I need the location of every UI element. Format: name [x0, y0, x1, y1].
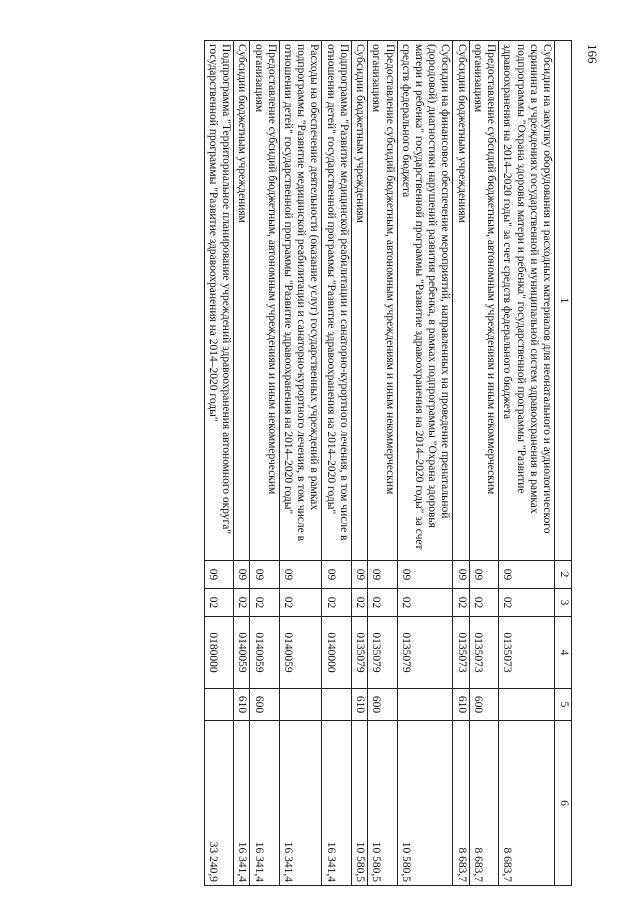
rotated-page	[72, 40, 572, 885]
table-header-row	[555, 41, 572, 886]
row-expense-type-cell	[279, 689, 322, 721]
row-name-cell: Подпрограмма "Территориальное планирование учреждений здравоохранения автономного округа" государственной программы "Развитие здравоохранения на 2014–2020 годы"	[204, 41, 233, 561]
row-subsection-cell: 02	[499, 589, 555, 617]
row-amount-cell: 10 580,5	[397, 721, 453, 886]
row-target-code-cell: 0135073	[499, 617, 555, 689]
row-name-cell: Подпрограмма "Развитие медицинской реабилитации и санаторно-курортного лечения, в том числе в отношении детей" государственной программы "Развитие здравоохранения на 2014–2020 годы"	[322, 41, 351, 561]
row-target-code-cell: 0135079	[351, 617, 367, 689]
row-section-cell: 09	[469, 561, 498, 589]
row-name-cell: Субсидии бюджетным учреждениям	[351, 41, 367, 561]
header-cell-4: 4	[555, 617, 572, 689]
row-section-cell: 09	[234, 561, 250, 589]
row-subsection-cell: 02	[279, 589, 322, 617]
header-cell-5: 5	[555, 689, 572, 721]
row-amount-cell: 33 240,9	[204, 721, 233, 886]
table-row	[351, 41, 367, 886]
row-subsection-cell: 02	[453, 589, 469, 617]
table-row	[397, 41, 453, 886]
row-name-cell: Расходы на обеспечение деятельности (оказание услуг) государственных учреждений в рамках подпрограммы "Развитие медицинской реабилитации и санаторно-курортного лечения, в том числе в отношении детей" государственной программы "Развитие здравоохранения на 2014–2020 годы"	[279, 41, 322, 561]
row-subsection-cell: 02	[368, 589, 397, 617]
row-section-cell: 09	[351, 561, 367, 589]
row-subsection-cell: 02	[250, 589, 279, 617]
row-section-cell: 09	[368, 561, 397, 589]
row-expense-type-cell	[322, 689, 351, 721]
row-target-code-cell: 0135073	[453, 617, 469, 689]
row-amount-cell: 16 341,4	[250, 721, 279, 886]
row-name-cell: Субсидии бюджетным учреждениям	[453, 41, 469, 561]
row-name-cell: Субсидии бюджетным учреждениям	[234, 41, 250, 561]
row-section-cell: 09	[499, 561, 555, 589]
page-number: 166	[585, 44, 600, 64]
row-name-cell: Субсидии на финансовое обеспечение мероприятий, направленных на проведение пренатальной (дородовой) диагностики нарушений развития ребенка, в рамках подпрограммы "Охрана здоровья матери и ребенка" государственной программы "Развитие здравоохранения на 2014–2020 годы" за счет средств федерального бюджета	[397, 41, 453, 561]
table-row	[453, 41, 469, 886]
row-expense-type-cell: 610	[453, 689, 469, 721]
budget-table	[204, 40, 572, 886]
row-subsection-cell: 02	[204, 589, 233, 617]
table-row	[469, 41, 498, 886]
table-row	[204, 41, 233, 886]
row-target-code-cell: 0135073	[469, 617, 498, 689]
row-expense-type-cell	[204, 689, 233, 721]
row-amount-cell: 8 683,7	[499, 721, 555, 886]
row-section-cell: 09	[250, 561, 279, 589]
row-name-cell: Предоставление субсидий бюджетным, автономным учреждениям и иным некоммерческим организациям	[250, 41, 279, 561]
table-row	[322, 41, 351, 886]
row-section-cell: 09	[453, 561, 469, 589]
row-amount-cell: 8 683,7	[453, 721, 469, 886]
row-target-code-cell: 0135079	[368, 617, 397, 689]
row-target-code-cell: 0140000	[322, 617, 351, 689]
row-subsection-cell: 02	[397, 589, 453, 617]
header-cell-6: 6	[555, 721, 572, 886]
row-name-cell: Предоставление субсидий бюджетным, автономным учреждениям и иным некоммерческим организациям	[368, 41, 397, 561]
row-expense-type-cell: 600	[250, 689, 279, 721]
table-row	[234, 41, 250, 886]
row-name-cell: Предоставление субсидий бюджетным, автономным учреждениям и иным некоммерческим организациям	[469, 41, 498, 561]
row-target-code-cell: 0135079	[397, 617, 453, 689]
row-expense-type-cell: 610	[234, 689, 250, 721]
row-amount-cell: 8 683,7	[469, 721, 498, 886]
row-target-code-cell: 0140059	[279, 617, 322, 689]
header-cell-1: 1	[555, 41, 572, 561]
row-amount-cell: 16 341,4	[279, 721, 322, 886]
row-expense-type-cell: 610	[351, 689, 367, 721]
row-name-cell: Субсидии на закупку оборудования и расходных материалов для неонатального и аудиологического скрининга в учреждениях государственной и муниципальной систем здравоохранения в рамках подпрограммы "Охрана здоровья матери и ребенка" государственной программы "Развитие здравоохранения на 2014–2020 годы" за счет средств федерального бюджета	[499, 41, 555, 561]
row-target-code-cell: 0140059	[250, 617, 279, 689]
row-section-cell: 09	[204, 561, 233, 589]
table-row	[499, 41, 555, 886]
row-section-cell: 09	[279, 561, 322, 589]
row-section-cell: 09	[397, 561, 453, 589]
row-expense-type-cell	[397, 689, 453, 721]
row-subsection-cell: 02	[351, 589, 367, 617]
row-amount-cell: 16 341,4	[234, 721, 250, 886]
table-row	[368, 41, 397, 886]
row-amount-cell: 16 341,4	[322, 721, 351, 886]
header-cell-3: 3	[555, 589, 572, 617]
row-expense-type-cell: 600	[469, 689, 498, 721]
row-target-code-cell: 0180000	[204, 617, 233, 689]
row-section-cell: 09	[322, 561, 351, 589]
row-subsection-cell: 02	[234, 589, 250, 617]
table-row	[279, 41, 322, 886]
row-amount-cell: 10 580,5	[351, 721, 367, 886]
row-expense-type-cell: 600	[368, 689, 397, 721]
row-expense-type-cell	[499, 689, 555, 721]
row-subsection-cell: 02	[469, 589, 498, 617]
row-target-code-cell: 0140059	[234, 617, 250, 689]
table-row	[250, 41, 279, 886]
row-subsection-cell: 02	[322, 589, 351, 617]
header-cell-2: 2	[555, 561, 572, 589]
row-amount-cell: 10 580,5	[368, 721, 397, 886]
